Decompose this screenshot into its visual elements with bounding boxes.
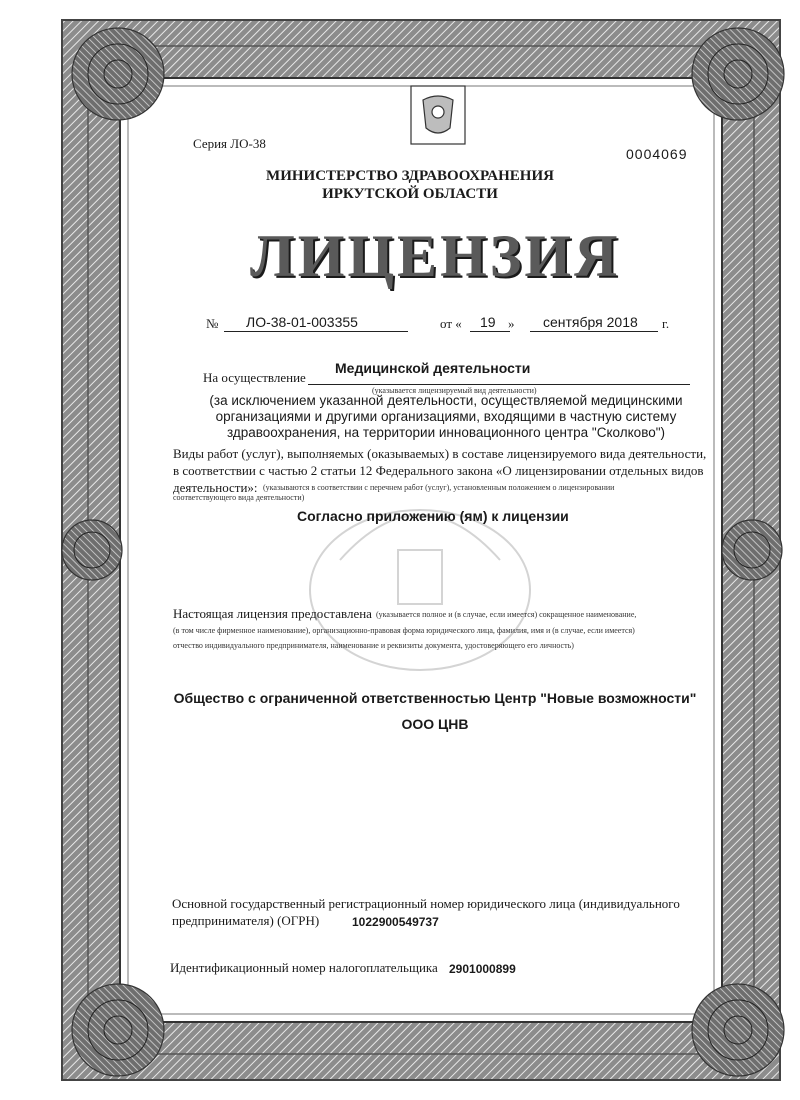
activity-value: Медицинской деятельности — [335, 360, 531, 376]
number-label: № — [206, 316, 219, 331]
ministry-line-1: МИНИСТЕРСТВО ЗДРАВООХРАНЕНИЯ — [266, 168, 554, 184]
inn-value: 2901000899 — [449, 962, 516, 976]
works-line-3: деятельности»: — [173, 480, 258, 495]
licensee-hint-3: отчество индивидуального предпринимателя, наименование и реквизиты документа, удостоверяющего его личность) — [173, 641, 574, 650]
serial-number: 0004069 — [626, 146, 688, 162]
date-day: 19 — [480, 314, 496, 330]
activity-hint: (указывается лицензируемый вид деятельности) — [372, 386, 537, 395]
works-hint-b: соответствующего вида деятельности) — [173, 493, 305, 502]
works-line-2: в соответствии с частью 2 статьи 12 Федерального закона «О лицензировании отдельных видов — [173, 463, 704, 478]
activity-exception: (за исключением указанной деятельности, осуществляемой медицинскими организациями и другими организациями, входящими в частную систему здравоохранения, на территории инновационного центра "Сколково") — [209, 393, 683, 440]
coat-of-arms-emblem — [411, 86, 465, 144]
licensee-label: Настоящая лицензия предоставлена — [173, 606, 372, 621]
licensee-short-name: ООО ЦНВ — [401, 716, 469, 732]
works-value: Согласно приложению (ям) к лицензии — [297, 508, 569, 524]
license-number: ЛО-38-01-003355 — [246, 314, 358, 330]
ogrn-line-2: предпринимателя) (ОГРН) — [172, 913, 320, 928]
date-from-label: от « — [440, 316, 462, 331]
month-underline — [530, 331, 658, 332]
inn-label: Идентификационный номер налогоплательщика — [170, 960, 438, 975]
works-hint-a: (указываются в соответствии с перечнем работ (услуг), установленным положением о лицензировании — [263, 483, 615, 492]
document-title: ЛИЦЕНЗИЯ — [250, 223, 621, 289]
licensee-hint-2: (в том числе фирменное наименование), организационно-правовая форма юридического лица, фамилия, имя и (в случае, если имеется) — [173, 626, 635, 635]
licensee-hint-1: (указывается полное и (в случае, если имеется) сокращенное наименование, — [376, 610, 637, 619]
day-underline — [470, 331, 510, 332]
ministry-line-2: ИРКУТСКОЙ ОБЛАСТИ — [322, 186, 498, 202]
works-line-1: Виды работ (услуг), выполняемых (оказываемых) в составе лицензируемого вида деятельности, — [173, 446, 707, 461]
year-suffix: г. — [662, 316, 670, 331]
activity-underline — [308, 384, 690, 385]
date-day-close: » — [508, 316, 515, 331]
licensee-full-name: Общество с ограниченной ответственностью Центр "Новые возможности" — [173, 690, 697, 706]
date-month-year: сентября 2018 — [543, 314, 638, 330]
number-underline — [224, 331, 408, 332]
series-label: Серия ЛО-38 — [193, 136, 266, 151]
ogrn-line-1: Основной государственный регистрационный номер юридического лица (индивидуального — [172, 896, 680, 911]
ogrn-value: 1022900549737 — [352, 915, 439, 929]
activity-label: На осуществление — [203, 370, 306, 385]
